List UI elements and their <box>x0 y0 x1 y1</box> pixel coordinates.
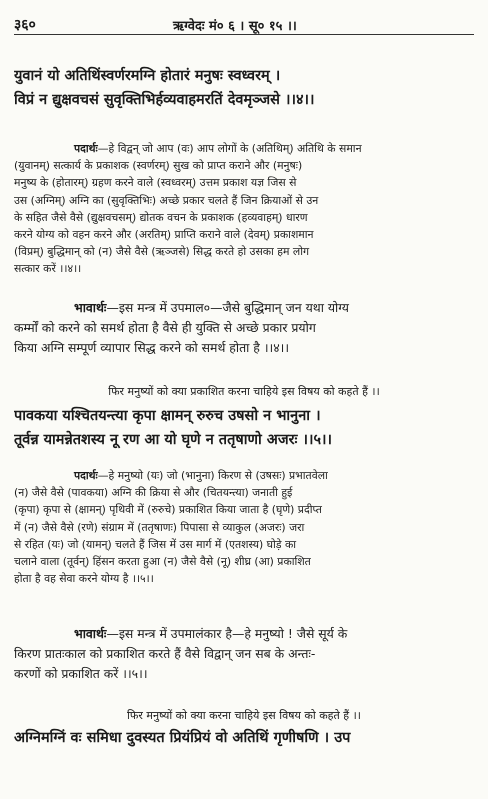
running-title: ऋग्वेदः मं० ६ । सू० १५ ।। <box>173 19 297 34</box>
bhavartha-label: भावार्थः <box>74 626 107 641</box>
bhavartha-line: भावार्थः—इस मन्त्र में उपमालंकार है—हे मनुष्यो ! जैसे सूर्य के <box>74 626 348 641</box>
padartha-5 <box>14 467 474 587</box>
bhavartha-line: कर्म्मों को करने को समर्थ होता है वैसे ही युक्ति से अच्छे प्रकार प्रयोग <box>14 320 316 335</box>
mantra-line: अग्निमग्निं वः समिधा दुवस्यत प्रियंप्रियं वो अतिथिं गृणीषणि । उप <box>14 730 351 746</box>
mantra-line: पावकया यश्चितयन्त्या कृपा क्षामन् रुरुच उषसो न भानुना । <box>14 408 321 424</box>
bhavartha-5 <box>14 624 474 684</box>
mantra-line: युवानं यो अतिथिंस्वर्णरमग्नि होतारं मनुषः स्वध्वरम् । <box>14 68 281 84</box>
padartha-line: (युवानम्) सत्कार्य के प्रकाशक (स्वर्णरम्) सुख को प्राप्त कराने और (मनुषः) <box>14 159 303 173</box>
padartha-line: करने योग्य को वहन करने और (अरतिम्) प्राप्ति कराने वाले (देवम्) प्रकाशमान <box>14 228 314 242</box>
topic-note-2: फिर मनुष्यों को क्या करना चाहिये इस विषय को कहते हैं ।। <box>127 709 361 722</box>
bhavartha-line: किया अग्नि सम्पूर्ण व्यापार सिद्ध करने को समर्थ होता है ।।४।। <box>14 340 290 355</box>
mantra-5 <box>14 404 474 452</box>
padartha-line: (कृपा) कृपा से (क्षामन्) पृथिवी में (रुरुचे) प्रकाशित किया जाता है (घृणे) प्रदीप्त <box>14 503 322 517</box>
padartha-line: मनुष्य के (होतारम्) ग्रहण करने वाले (स्वध्वरम्) उत्तम प्रकाश यज्ञ जिस से <box>14 176 297 190</box>
padartha-line: चलाने वाला (तूर्वन्) हिंसन करता हुआ (न) जैसे वैसे (नू) शीघ्र (आ) प्रकाशित <box>14 555 311 569</box>
padartha-line: के सहित जैसे वैसे (द्युक्षवचसम्) द्योतक वचन के प्रकाशक (हव्यवाहम्) धारण <box>14 210 308 224</box>
padartha-label: पदार्थः <box>74 469 98 482</box>
padartha-line: होता है वह सेवा करने योग्य है ।।५।। <box>14 572 154 586</box>
mantra-6 <box>14 726 474 750</box>
padartha-line: पदार्थः—हे मनुष्यो (यः) जो (भानुना) किरण से (उषसः) प्रभातवेला <box>74 469 328 482</box>
padartha-line: सत्कार करें ।।४।। <box>14 262 82 276</box>
bhavartha-label: भावार्थः <box>74 300 107 315</box>
mantra-line: विप्रं न द्युक्षवचसं सुवृक्तिभिर्हव्यवाहमरतिं देवमृञ्जसे ।।४।। <box>14 92 315 108</box>
padartha-line: (न) जैसे वैसे (पावकया) अग्नि की क्रिया से और (चितयन्त्या) जनाती हुई <box>14 486 293 500</box>
padartha-label: पदार्थः <box>74 142 98 155</box>
page-number: ३६० <box>14 17 36 33</box>
padartha-line: (विप्रम्) बुद्धिमान् को (न) जैसे वैसे (ऋञ्जसे) सिद्ध करते हो उसका हम लोग <box>14 245 310 259</box>
bhavartha-line: भावार्थः—इस मन्त्र में उपमाल०—जैसे बुद्धिमान् जन यथा योग्य <box>74 300 349 315</box>
mantra-line: तूर्वन्न यामन्नेतशस्य नू रण आ यो घृणे न ततृषाणो अजरः ।।५।। <box>14 432 333 448</box>
padartha-line: पदार्थः—हे विद्वन् जो आप (वः) आप लोगों के (अतिथिम्) अतिथि के समान <box>74 142 362 155</box>
bhavartha-line: किरण प्रातःकाल को प्रकाशित करते हैं वैसे विद्वान् जन सब के अन्तः- <box>14 646 316 661</box>
bhavartha-4 <box>14 298 474 358</box>
topic-note-1: फिर मनुष्यों को क्या प्रकाशित करना चाहिये इस विषय को कहते हैं ।। <box>108 385 380 398</box>
bhavartha-line: करणों को प्रकाशित करें ।।५।। <box>14 666 148 681</box>
padartha-4 <box>14 140 474 278</box>
padartha-line: उस (अग्निम्) अग्नि का (सुवृक्तिभिः) अच्छे प्रकार चलते हैं जिन क्रियाओं से उन <box>14 193 319 207</box>
padartha-line: से रहित (यः) जो (यामन्) चलते हैं जिस में उस मार्ग में (एतशस्य) घोड़े का <box>14 537 297 551</box>
page-header <box>14 10 474 35</box>
padartha-line: में (न) जैसे वैसे (रणे) संग्राम में (ततृषाणः) पिपासा से व्याकुल (अजरः) जरा <box>14 520 305 534</box>
mantra-4 <box>14 64 474 112</box>
